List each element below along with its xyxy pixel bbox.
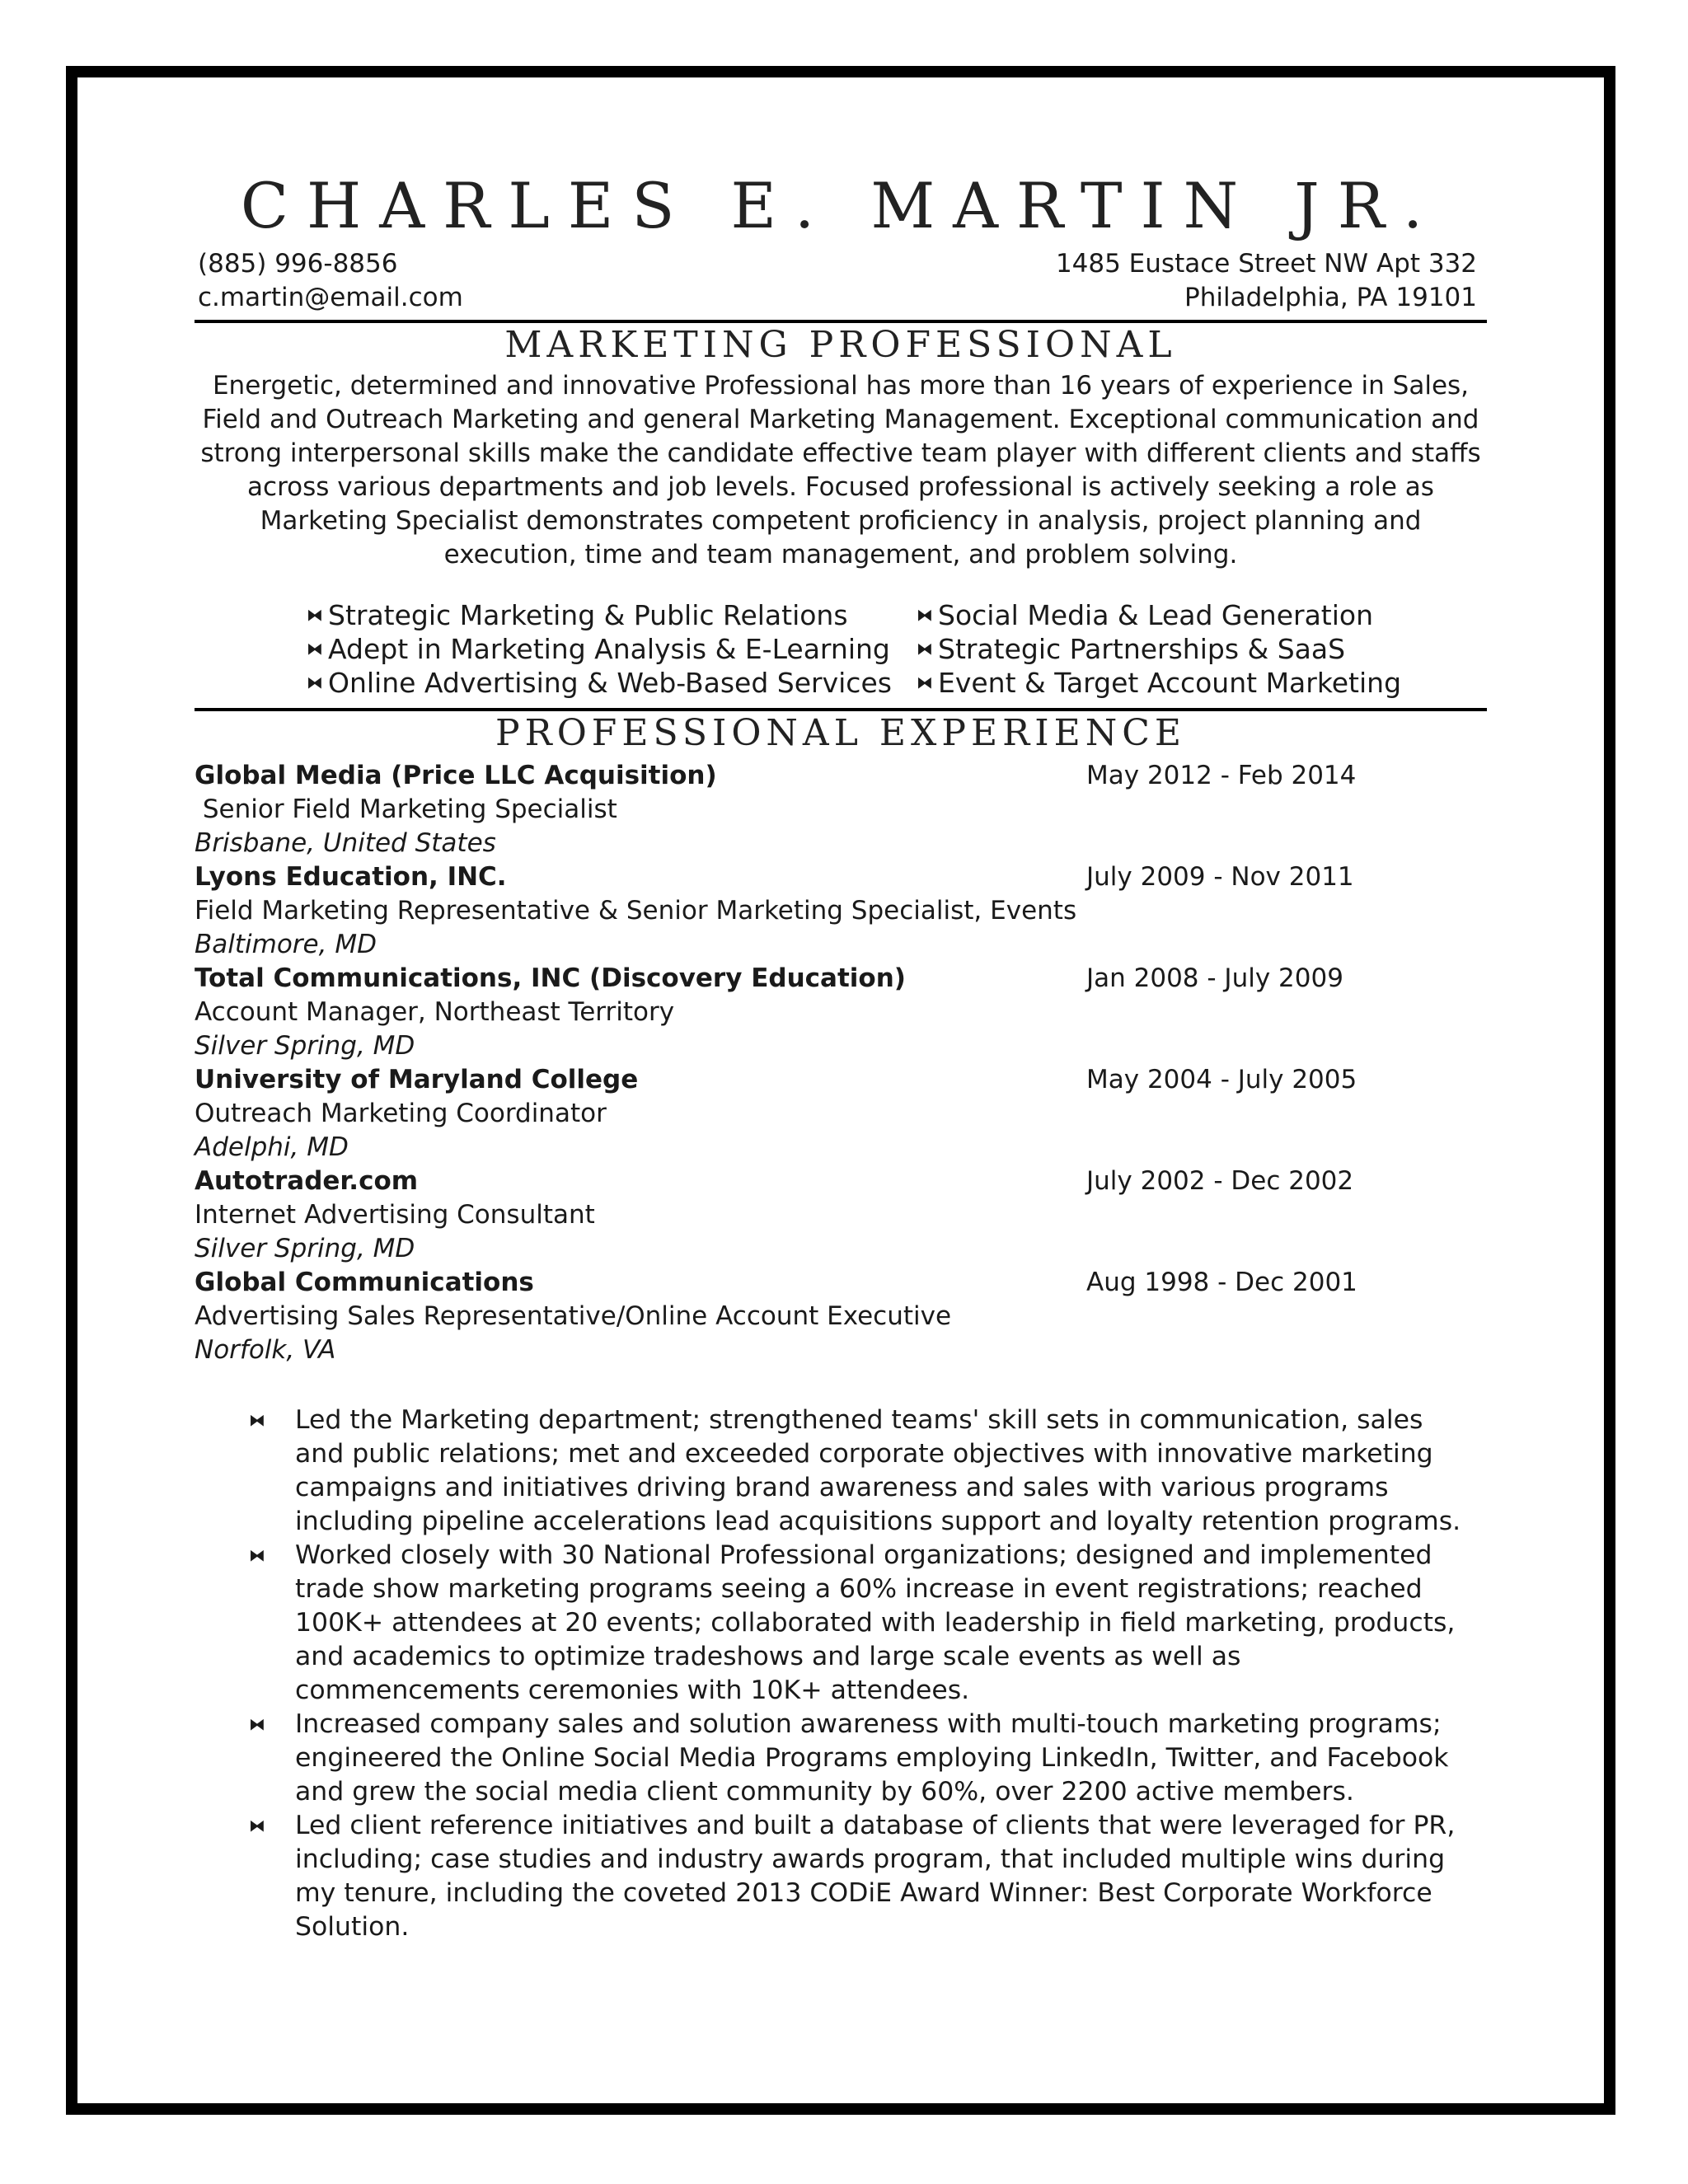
- contact-left: [198, 247, 463, 315]
- job-entry: [195, 1063, 1487, 1165]
- summary-paragraph: Energetic, determined and innovative Professional has more than 16 years of experience in Sales, Field and Outreach Marketing and general Marketing Management. Exceptional communication and strong interpersonal skills make the candidate effective team player with different clients and staffs across various departments and job levels. Focused professional is actively seeking a role as Marketing Specialist demonstrates competent proficiency in analysis, project planning and execution, time and team management, and problem solving.: [200, 371, 1481, 569]
- bowtie-bullet-icon: ⧓: [249, 1714, 265, 1734]
- bowtie-bullet-icon: ⧓: [249, 1816, 265, 1835]
- job-entry: [195, 962, 1487, 1063]
- phone-number: (885) 996-8856: [198, 249, 398, 279]
- bowtie-bullet-icon: ⧓: [307, 639, 323, 658]
- bowtie-bullet-icon: ⧓: [307, 673, 323, 692]
- bowtie-bullet-icon: ⧓: [917, 639, 933, 658]
- company-name: University of Maryland College: [195, 1065, 639, 1094]
- achievement-text: Worked closely with 30 National Professional organizations; designed and implemented trade show marketing programs seeing a 60% increase in event registrations; reached 100K+ attendees at 20 events; collaborated with leadership in field marketing, products, and academics to optimize tradeshows and large scale events as well as commencements ceremonies with 10K+ attendees.: [295, 1540, 1456, 1705]
- bowtie-bullet-icon: ⧓: [917, 673, 933, 692]
- experience-heading: PROFESSIONAL EXPERIENCE: [495, 712, 1186, 754]
- skill-label: Event & Target Account Marketing: [938, 667, 1402, 699]
- job-entry: [195, 1165, 1487, 1266]
- skill-item: [912, 632, 1472, 666]
- contact-right: [1056, 247, 1477, 315]
- job-location: Silver Spring, MD: [195, 1234, 415, 1263]
- job-dates: May 2004 - July 2005: [1086, 1065, 1357, 1094]
- skills-grid: [302, 598, 1487, 700]
- summary-heading: MARKETING PROFESSIONAL: [504, 324, 1177, 366]
- job-dates: Aug 1998 - Dec 2001: [1086, 1268, 1357, 1297]
- bowtie-bullet-icon: ⧓: [249, 1545, 265, 1565]
- company-name: Lyons Education, INC.: [195, 862, 507, 892]
- achievement-text: Led the Marketing department; strengthened teams' skill sets in communication, sales and public relations; met and exceeded corporate objectives with innovative marketing campaigns and initiatives driving brand awareness and sales with various programs including pipeline accelerations lead acquisitions support and loyalty retention programs.: [295, 1405, 1461, 1536]
- job-entry: [195, 1266, 1487, 1367]
- skill-label: Social Media & Lead Generation: [938, 599, 1374, 631]
- skill-label: Strategic Marketing & Public Relations: [328, 599, 848, 631]
- job-dates: Jan 2008 - July 2009: [1086, 963, 1343, 993]
- job-title: Outreach Marketing Coordinator: [195, 1099, 607, 1128]
- bowtie-bullet-icon: ⧓: [307, 605, 323, 625]
- address-line-2: Philadelphia, PA 19101: [1184, 283, 1477, 312]
- job-location: Silver Spring, MD: [195, 1031, 415, 1061]
- job-list: [195, 759, 1487, 1367]
- achievement-item: [249, 1404, 1487, 1539]
- email-address: c.martin@email.com: [198, 283, 463, 312]
- job-entry: [195, 860, 1487, 962]
- achievement-item: [249, 1809, 1487, 1944]
- job-location: Norfolk, VA: [195, 1335, 336, 1365]
- bowtie-bullet-icon: ⧓: [917, 605, 933, 625]
- skill-item: [302, 598, 912, 632]
- job-title: Internet Advertising Consultant: [195, 1200, 595, 1230]
- resume-page: [195, 165, 1487, 1944]
- skill-item: [912, 666, 1472, 700]
- skill-label: Online Advertising & Web-Based Services: [328, 667, 892, 699]
- job-location: Adelphi, MD: [195, 1132, 349, 1162]
- job-dates: May 2012 - Feb 2014: [1086, 761, 1357, 790]
- job-dates: July 2002 - Dec 2002: [1086, 1166, 1354, 1196]
- skill-item: [302, 632, 912, 666]
- job-entry: [195, 759, 1487, 860]
- skill-label: Strategic Partnerships & SaaS: [938, 633, 1346, 665]
- bowtie-bullet-icon: ⧓: [249, 1410, 265, 1430]
- achievement-item: [249, 1708, 1487, 1809]
- achievement-item: [249, 1539, 1487, 1708]
- contact-block: [195, 247, 1487, 315]
- address-line-1: 1485 Eustace Street NW Apt 332: [1055, 249, 1477, 279]
- job-title: Account Manager, Northeast Territory: [195, 997, 675, 1027]
- job-dates: July 2009 - Nov 2011: [1086, 862, 1354, 892]
- company-name: Total Communications, INC (Discovery Education): [195, 963, 906, 993]
- achievement-text: Increased company sales and solution awareness with multi-touch marketing programs; engineered the Online Social Media Programs employing LinkedIn, Twitter, and Facebook and grew the social media client community by 60%, over 2200 active members.: [295, 1709, 1449, 1807]
- achievement-text: Led client reference initiatives and built a database of clients that were leveraged for PR, including; case studies and industry awards program, that included multiple wins during my tenure, including the coveted 2013 CODiE Award Winner: Best Corporate Workforce Solution.: [295, 1811, 1456, 1942]
- skill-item: [302, 666, 912, 700]
- company-name: Global Communications: [195, 1268, 534, 1297]
- skill-label: Adept in Marketing Analysis & E-Learning: [328, 633, 890, 665]
- job-location: Brisbane, United States: [195, 828, 496, 858]
- candidate-name: CHARLES E. MARTIN JR.: [240, 169, 1442, 242]
- company-name: Global Media (Price LLC Acquisition): [195, 761, 717, 790]
- achievement-list: [249, 1404, 1487, 1944]
- company-name: Autotrader.com: [195, 1166, 419, 1196]
- skill-item: [912, 598, 1472, 632]
- job-title: Senior Field Marketing Specialist: [195, 794, 617, 824]
- job-title: Advertising Sales Representative/Online Account Executive: [195, 1301, 952, 1331]
- job-location: Baltimore, MD: [195, 930, 377, 959]
- job-title: Field Marketing Representative & Senior Marketing Specialist, Events: [195, 896, 1077, 926]
